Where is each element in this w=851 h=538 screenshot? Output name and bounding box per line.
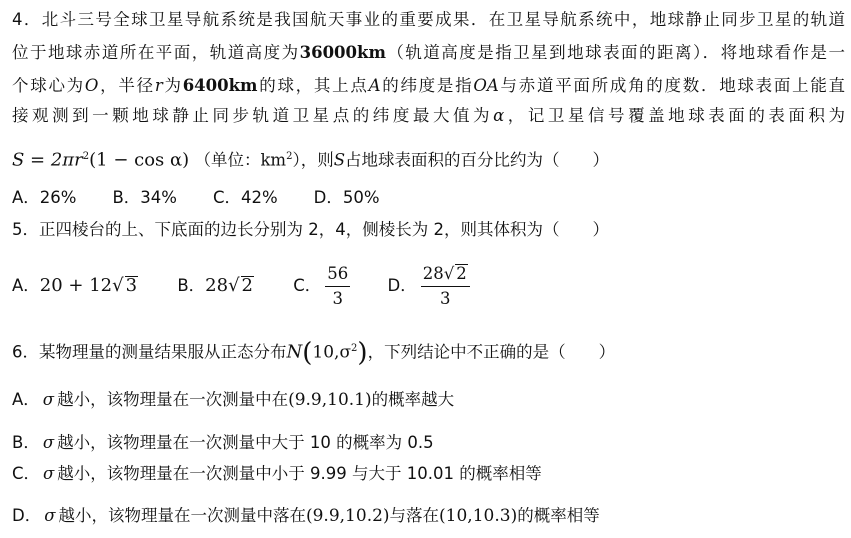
q4-text: （轨道高度是指卫星到地球表面的距离）．将地球看作是一 [385, 43, 846, 62]
q4-text: 4．北斗三号全球卫星导航系统是我国航天事业的重要成果．在卫星导航系统中，地球静止同步卫星的轨道 [12, 10, 845, 29]
orbit-height: 36000km [299, 43, 386, 62]
var-A: A [368, 76, 381, 95]
formula-exponent: 2 [82, 151, 90, 162]
q6-stem [12, 334, 845, 368]
q4-choices [12, 186, 845, 210]
dist-params: 10,σ [312, 342, 352, 363]
var-r: r [154, 76, 163, 95]
q4-text: ），则 [292, 150, 334, 170]
choice-text: 越小，该物理量在一次测量中大于 10 的概率为 0.5 [57, 433, 434, 452]
q6-text: 6．某物理量的测量结果服从正态分布 [12, 342, 287, 362]
q4-choice-c: C．42% [212, 188, 278, 207]
q5-text: 5．正四棱台的上、下底面的边长分别为 2，4，侧棱长为 2，则其体积为（ ） [12, 220, 609, 239]
fraction [325, 263, 350, 310]
q5-choice-d [388, 260, 474, 312]
interval: (9.9,10.2) [305, 506, 390, 526]
q4-choice-a: A．26% [12, 188, 77, 207]
radicand: 2 [241, 275, 253, 296]
sigma: σ [42, 433, 55, 452]
q6-choice-c [12, 462, 845, 486]
choice-text: 越小，该物理量在一次测量中小于 9.99 与大于 10.01 的概率相等 [57, 464, 542, 483]
radicand: 3 [125, 275, 138, 296]
denominator: 3 [332, 289, 344, 308]
q4-text: 个球心为 [12, 76, 85, 95]
sigma: σ [43, 464, 55, 483]
sigma: σ [44, 506, 56, 525]
var-S: S [333, 150, 346, 170]
numerator-coef: 28 [422, 264, 444, 283]
paren-open: ( [302, 338, 313, 368]
q4-text: 的纬度是指 [380, 76, 474, 95]
choice-text: 越小，该物理量在一次测量中在 [57, 390, 289, 409]
unit-km: km [260, 150, 287, 170]
sigma: σ [42, 390, 55, 409]
choice-label: D． [12, 506, 42, 525]
q5-choice-b [177, 260, 254, 312]
var-O: O [84, 76, 99, 95]
q5-choices [12, 260, 845, 312]
q4-line-5 [12, 145, 845, 173]
choice-label: C． [293, 276, 322, 295]
q4-text: 接观测到一颗地球静止同步轨道卫星点的纬度最大值为 [12, 106, 494, 125]
choice-value: 20 + 12 [39, 275, 113, 296]
q4-text: 占地球表面积的百分比约为（ ） [345, 150, 610, 170]
q6-text: ，下列结论中不正确的是（ ） [367, 342, 616, 362]
q4-line-2 [12, 41, 845, 65]
choice-text: 越小，该物理量在一次测量中落在 [58, 506, 306, 525]
var-alpha: α [493, 106, 505, 125]
paren-close: ) [357, 338, 368, 368]
sqrt-sign: √ [443, 264, 455, 283]
sqrt-sign: √ [228, 275, 240, 296]
q4-text: ，半径 [98, 76, 155, 95]
choice-text: 与落在 [389, 506, 440, 525]
q5-choice-a [12, 260, 138, 312]
denominator: 3 [440, 289, 451, 308]
numerator: 56 [325, 263, 350, 287]
q5-choice-c [293, 260, 354, 312]
choice-label: A． [12, 390, 40, 409]
q4-line-3 [12, 74, 845, 98]
sqrt-sign: √ [112, 275, 124, 296]
q4-text: 为 [162, 76, 183, 95]
dist-exponent: 2 [351, 343, 358, 354]
normal-dist-N: N [286, 341, 303, 363]
q4-line-1 [12, 8, 845, 32]
choice-label: D． [387, 276, 417, 295]
q4-text: 的球，其上点 [257, 76, 369, 95]
choice-label: A． [12, 276, 40, 295]
q6-choice-a [12, 388, 845, 412]
numerator [421, 263, 470, 287]
q4-line-4 [12, 104, 845, 128]
choice-text: 的概率相等 [517, 506, 600, 525]
q4-text: ，记卫星信号覆盖地球表面的表面积为 [504, 106, 846, 125]
unit-exponent: 2 [286, 151, 293, 162]
choice-value: 28 [205, 275, 229, 296]
choice-label: B． [12, 433, 40, 452]
choice-label: B． [177, 276, 206, 295]
q4-text: 位于地球赤道所在平面，轨道高度为 [12, 43, 300, 62]
q4-text: （单位： [194, 150, 261, 170]
interval: (9.9,10.1) [288, 390, 372, 410]
q6-choice-d [12, 504, 845, 528]
q4-choice-b: B．34% [112, 188, 177, 207]
q4-text: 与赤道平面所成角的度数．地球表面上能直 [498, 76, 846, 95]
var-OA: OA [473, 76, 499, 95]
radicand: 2 [456, 264, 467, 283]
area-formula: S = 2πr [12, 149, 83, 171]
fraction [421, 263, 470, 310]
q4-choice-d: D．50% [313, 188, 380, 207]
area-formula-tail: (1 − cos α) [89, 149, 190, 171]
choice-text: 的概率越大 [371, 390, 455, 409]
q6-choice-b [12, 431, 845, 455]
q5-stem [12, 218, 845, 242]
radius-value: 6400km [182, 76, 258, 95]
choice-label: C． [12, 464, 41, 483]
interval: (10,10.3) [439, 506, 518, 526]
